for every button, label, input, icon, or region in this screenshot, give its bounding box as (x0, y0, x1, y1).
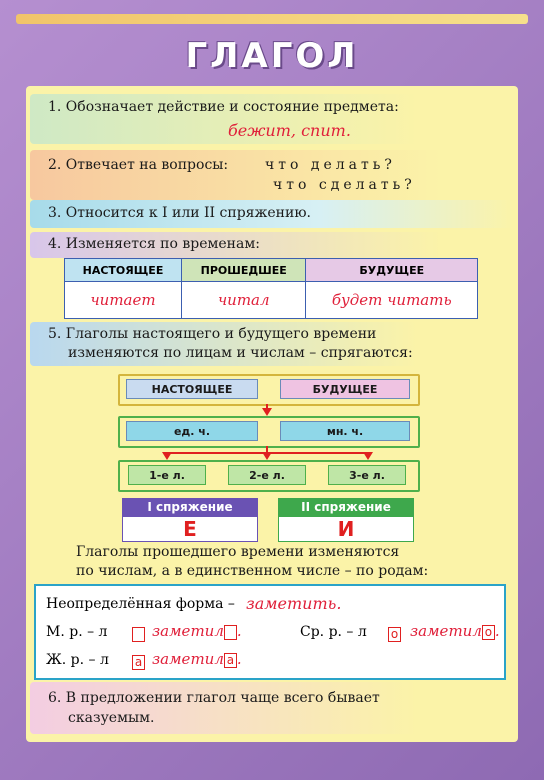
scheme-singular: ед. ч. (126, 421, 258, 441)
feminine-ending: а (132, 655, 145, 670)
scheme-person-1: 1-е л. (128, 465, 206, 485)
masculine-example-word: заметил (152, 622, 224, 640)
scheme-plural: мн. ч. (280, 421, 410, 441)
item-2 (30, 150, 514, 200)
tense-header-past: ПРОШЕДШЕЕ (181, 259, 306, 282)
item-5-line-1: 5. Глаголы настоящего и будущего времени (48, 326, 377, 342)
top-decor-bar (16, 14, 528, 24)
scheme-arrow-2b (262, 452, 272, 460)
neuter-label: Ср. р. – л (300, 624, 367, 640)
item-6-line-1: 6. В предложении глагол чаще всего бывает (48, 690, 380, 706)
tense-header-future: БУДУЩЕЕ (306, 259, 478, 282)
scheme-future: БУДУЩЕЕ (280, 379, 410, 399)
neuter-ending-box (388, 624, 401, 643)
masculine-example: заметил . (152, 622, 242, 640)
tense-table (64, 258, 478, 319)
scheme-person-3: 3-е л. (328, 465, 406, 485)
infinitive-label: Неопределённая форма – (46, 596, 235, 612)
infinitive-example: заметить. (246, 594, 342, 613)
neuter-example-ending: о (482, 625, 495, 640)
item-4 (30, 232, 514, 258)
masculine-ending-box (132, 624, 145, 643)
item-5 (30, 322, 514, 366)
scheme-arrow-2c (363, 452, 373, 460)
tense-value-past: читал (181, 282, 306, 319)
item-6-line-2: сказуемым. (68, 710, 155, 726)
item-2-question-1: что делать? (265, 157, 396, 173)
item-1-examples: бежит, спит. (228, 121, 351, 140)
feminine-example: заметил а . (152, 650, 242, 668)
item-2-text: 2. Отвечает на вопросы: (48, 157, 229, 173)
scheme-arrow-2a (162, 452, 172, 460)
masculine-label: М. р. – л (46, 624, 108, 640)
item-4-text: 4. Изменяется по временам: (48, 236, 260, 252)
feminine-example-word: заметил (152, 650, 224, 668)
item-1-text: 1. Обозначает действие и состояние предмета: (48, 99, 399, 115)
feminine-label: Ж. р. – л (46, 652, 109, 668)
item-6 (30, 682, 514, 734)
neuter-ending: о (388, 627, 401, 642)
conjugation-2-ending: И (278, 516, 414, 542)
scheme-arrow-1 (262, 408, 272, 416)
item-3 (30, 200, 514, 228)
past-line-2: по числам, а в единственном числе – по родам: (76, 563, 429, 579)
feminine-example-ending: а (224, 653, 237, 668)
tense-value-present: читает (65, 282, 182, 319)
conjugation-1-label: I спряжение (122, 498, 258, 516)
past-line-1: Глаголы прошедшего времени изменяются (76, 544, 400, 560)
item-3-text: 3. Относится к I или II спряжению. (48, 205, 311, 221)
tense-value-future: будет читать (306, 282, 478, 319)
poster-title: ГЛАГОЛ (185, 36, 359, 76)
neuter-example-word: заметил (410, 622, 482, 640)
scheme-person-2: 2-е л. (228, 465, 306, 485)
scheme-present: НАСТОЯЩЕЕ (126, 379, 258, 399)
feminine-ending-box (132, 652, 145, 671)
masculine-example-ending (224, 625, 237, 640)
tense-header-present: НАСТОЯЩЕЕ (65, 259, 182, 282)
item-1 (30, 94, 514, 144)
neuter-example: заметил о . (410, 622, 500, 640)
conjugation-2-label: II спряжение (278, 498, 414, 516)
item-5-line-2: изменяются по лицам и числам – спрягаются: (68, 345, 413, 361)
conjugation-1-ending: Е (122, 516, 258, 542)
item-2-question-2: что сделать? (273, 177, 416, 193)
